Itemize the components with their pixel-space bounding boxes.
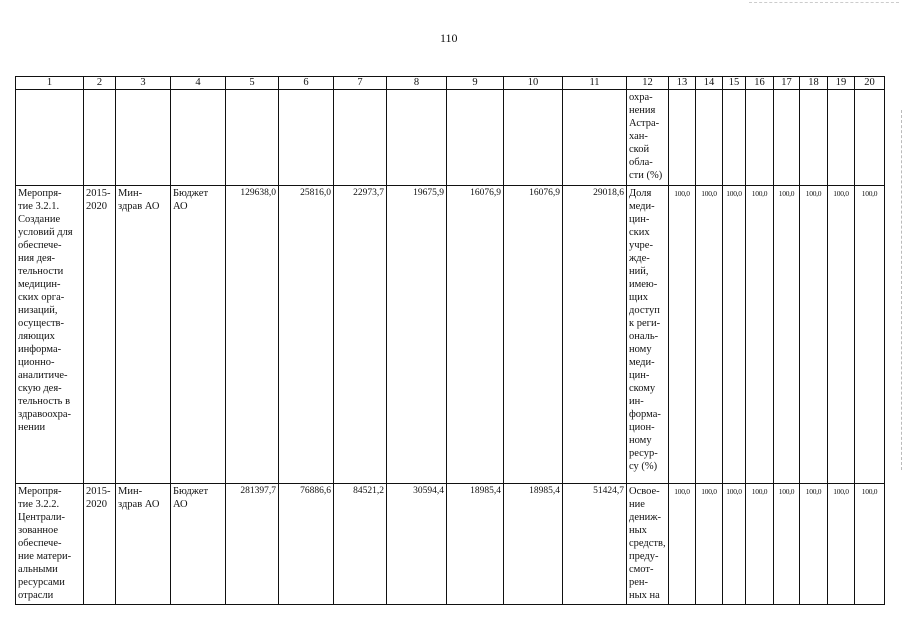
percent-cell: [828, 90, 855, 186]
amount-cell: [387, 90, 447, 186]
column-header: 16: [746, 77, 774, 90]
percent-cell: 100,0: [855, 186, 885, 484]
column-header: 3: [116, 77, 171, 90]
column-header: 5: [226, 77, 279, 90]
amount-cell: 22973,7: [334, 186, 387, 484]
period-cell: 2015- 2020: [84, 484, 116, 605]
percent-cell: [696, 90, 723, 186]
amount-cell: [563, 90, 627, 186]
column-header: 7: [334, 77, 387, 90]
period-cell: [84, 90, 116, 186]
percent-cell: [855, 90, 885, 186]
funding-source-cell: [171, 90, 226, 186]
page-number: 110: [440, 31, 458, 45]
percent-cell: [774, 90, 800, 186]
amount-cell: 16076,9: [447, 186, 504, 484]
percent-cell: 100,0: [774, 186, 800, 484]
percent-cell: 100,0: [669, 484, 696, 605]
amount-cell: 30594,4: [387, 484, 447, 605]
amount-cell: 84521,2: [334, 484, 387, 605]
column-header: 19: [828, 77, 855, 90]
column-header: 11: [563, 77, 627, 90]
percent-cell: 100,0: [723, 484, 746, 605]
event-name-cell: [16, 90, 84, 186]
indicator-cell: Освое- ние дениж- ных средств, преду- смот- рен- ных на: [627, 484, 669, 605]
column-header: 4: [171, 77, 226, 90]
funding-source-cell: Бюджет АО: [171, 484, 226, 605]
table-row: [16, 90, 885, 186]
period-cell: 2015- 2020: [84, 186, 116, 484]
amount-cell: [226, 90, 279, 186]
executor-cell: [116, 90, 171, 186]
percent-cell: [723, 90, 746, 186]
percent-cell: 100,0: [746, 186, 774, 484]
percent-cell: [669, 90, 696, 186]
indicator-cell: охра- нения Астра- хан- ской обла- сти (%): [627, 90, 669, 186]
percent-cell: [800, 90, 828, 186]
percent-cell: 100,0: [828, 186, 855, 484]
amount-cell: 51424,7: [563, 484, 627, 605]
percent-cell: 100,0: [800, 186, 828, 484]
table-row: [16, 186, 885, 484]
percent-cell: 100,0: [774, 484, 800, 605]
column-header: 10: [504, 77, 563, 90]
column-header: 13: [669, 77, 696, 90]
amount-cell: 29018,6: [563, 186, 627, 484]
indicator-cell: Доля меди- цин- ских учре- жде- ний, имею- щих доступ к реги- ональ- ному меди- цин- скому ин- форма- цион- ному ресур- су (%): [627, 186, 669, 484]
column-header: 1: [16, 77, 84, 90]
scan-edge-line: [900, 110, 902, 470]
column-header: 18: [800, 77, 828, 90]
scan-edge-marks: [749, 2, 899, 4]
amount-cell: [279, 90, 334, 186]
column-header: 6: [279, 77, 334, 90]
amount-cell: 18985,4: [447, 484, 504, 605]
column-header: 17: [774, 77, 800, 90]
event-name-cell: Меропря- тие 3.2.1. Создание условий для обеспече- ния дея- тельности медицин- ских орга- низаций, осуществ- ляющих информа- ционно- аналитиче- скую дея- тельность в здравоохра- нении: [16, 186, 84, 484]
column-header: 9: [447, 77, 504, 90]
percent-cell: 100,0: [696, 484, 723, 605]
percent-cell: 100,0: [669, 186, 696, 484]
amount-cell: [504, 90, 563, 186]
program-table: [15, 76, 885, 605]
column-header: 2: [84, 77, 116, 90]
amount-cell: [447, 90, 504, 186]
amount-cell: 25816,0: [279, 186, 334, 484]
event-name-cell: Меропря- тие 3.2.2. Централи- зованное обеспече- ние матери- альными ресурсами отрасли: [16, 484, 84, 605]
amount-cell: 16076,9: [504, 186, 563, 484]
table-row: [16, 484, 885, 605]
executor-cell: Мин- здрав АО: [116, 484, 171, 605]
funding-source-cell: Бюджет АО: [171, 186, 226, 484]
column-header: 8: [387, 77, 447, 90]
amount-cell: 19675,9: [387, 186, 447, 484]
column-number-row: [16, 77, 885, 90]
percent-cell: 100,0: [746, 484, 774, 605]
column-header: 15: [723, 77, 746, 90]
amount-cell: 129638,0: [226, 186, 279, 484]
percent-cell: 100,0: [828, 484, 855, 605]
percent-cell: 100,0: [855, 484, 885, 605]
percent-cell: [746, 90, 774, 186]
percent-cell: 100,0: [696, 186, 723, 484]
percent-cell: 100,0: [723, 186, 746, 484]
amount-cell: [334, 90, 387, 186]
amount-cell: 281397,7: [226, 484, 279, 605]
executor-cell: Мин- здрав АО: [116, 186, 171, 484]
column-header: 12: [627, 77, 669, 90]
percent-cell: 100,0: [800, 484, 828, 605]
column-header: 20: [855, 77, 885, 90]
amount-cell: 18985,4: [504, 484, 563, 605]
column-header: 14: [696, 77, 723, 90]
amount-cell: 76886,6: [279, 484, 334, 605]
